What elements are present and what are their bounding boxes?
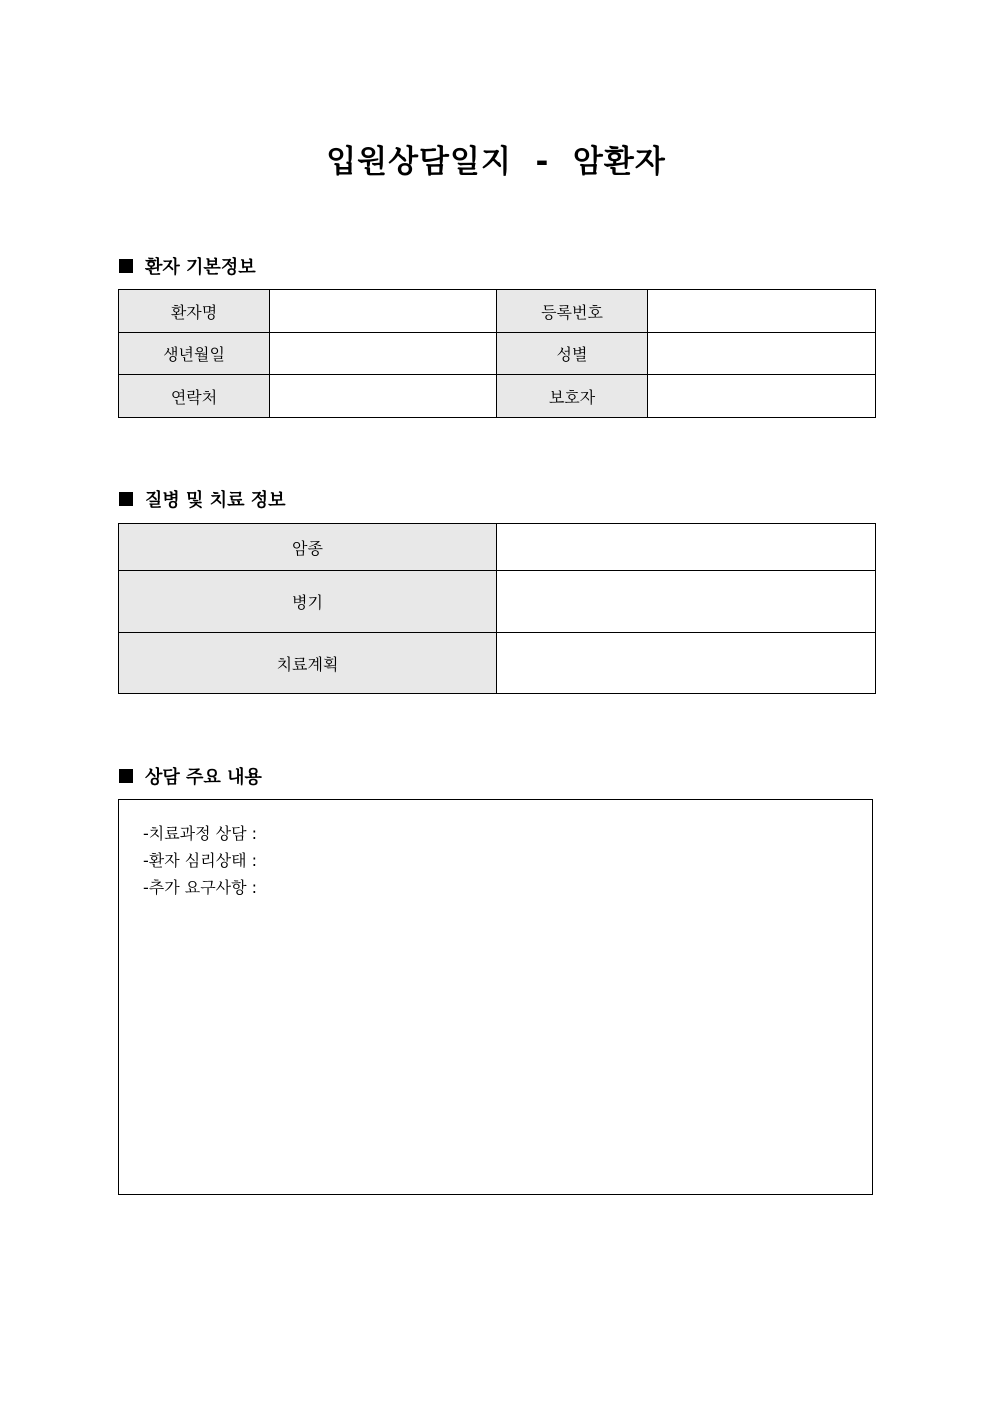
section-heading-label: 질병 및 치료 정보 (145, 490, 286, 511)
section-heading-patient-info (119, 253, 256, 279)
section-heading-label: 환자 기본정보 (145, 257, 256, 278)
guardian-field[interactable] (648, 375, 876, 418)
label-treatment-plan: 치료계획 (119, 633, 497, 694)
label-gender: 성별 (497, 333, 648, 375)
label-contact: 연락처 (119, 375, 270, 418)
table-row (119, 333, 876, 375)
gender-field[interactable] (648, 333, 876, 375)
section-heading-consultation (119, 763, 262, 789)
patient-info-table (118, 289, 876, 418)
table-row (119, 290, 876, 333)
table-row (119, 524, 876, 571)
birth-date-field[interactable] (270, 333, 497, 375)
label-stage: 병기 (119, 571, 497, 633)
document-title: 입원상담일지 - 암환자 (326, 144, 666, 180)
registration-number-field[interactable] (648, 290, 876, 333)
square-bullet-icon (119, 769, 133, 783)
square-bullet-icon (119, 492, 133, 506)
patient-name-field[interactable] (270, 290, 497, 333)
label-cancer-type: 암종 (119, 524, 497, 571)
disease-info-table (118, 523, 876, 694)
section-heading-disease-info (119, 486, 286, 512)
contact-field[interactable] (270, 375, 497, 418)
label-registration-number: 등록번호 (497, 290, 648, 333)
label-patient-name: 환자명 (119, 290, 270, 333)
stage-field[interactable] (497, 571, 876, 633)
note-line-treatment-consult: -치료과정 상담 : (143, 824, 258, 843)
label-birth-date: 생년월일 (119, 333, 270, 375)
table-row (119, 375, 876, 418)
table-row (119, 633, 876, 694)
note-line-additional-requests: -추가 요구사항 : (143, 878, 258, 897)
cancer-type-field[interactable] (497, 524, 876, 571)
square-bullet-icon (119, 259, 133, 273)
section-heading-label: 상담 주요 내용 (145, 767, 262, 788)
table-row (119, 571, 876, 633)
treatment-plan-field[interactable] (497, 633, 876, 694)
label-guardian: 보호자 (497, 375, 648, 418)
consultation-notes-box[interactable] (118, 799, 873, 1195)
note-line-psychological-state: -환자 심리상태 : (143, 851, 258, 870)
